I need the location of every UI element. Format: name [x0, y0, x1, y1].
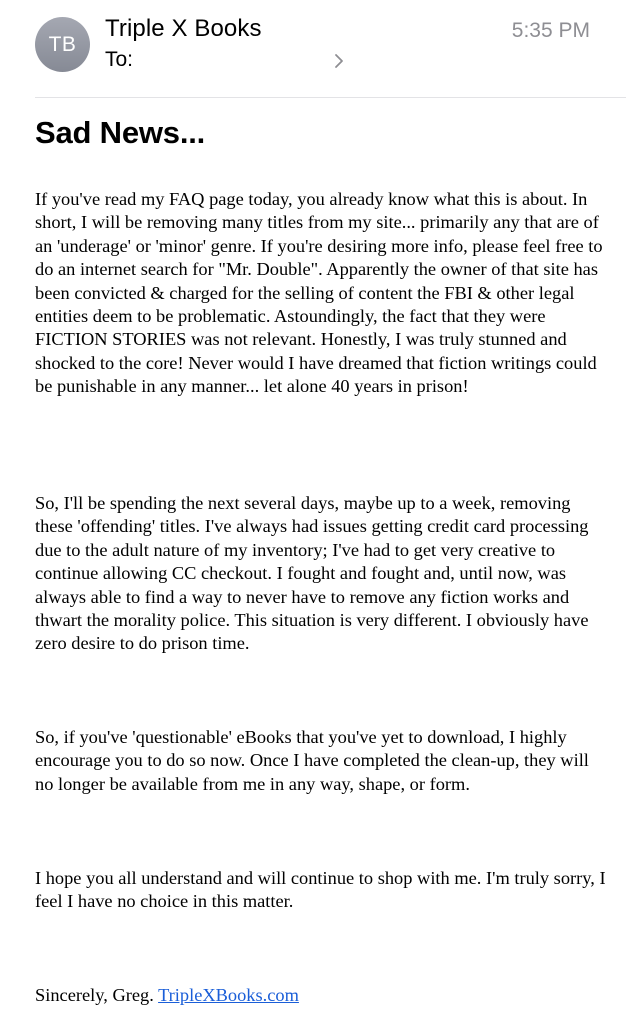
body-paragraph: So, I'll be spending the next several days, maybe up to a week, removing these 'offending' titles. I've always had issues getting credit card processing due to the adult nature of my inventory; I've had to get very creative to continue allowing CC checkout. I fought and fought and, until now, was always able to find a way to never have to remove any fiction works and thwart the morality police. This situation is very different. I obviously have zero desire to do prison time. — [35, 493, 589, 654]
signoff-text: Sincerely, Greg. — [35, 985, 154, 1005]
body-paragraph: If you've read my FAQ page today, you already know what this is about. In short, I will be removing many titles from my site... primarily any that are of an 'underage' or 'minor' genre. If you're desiring more info, please feel free to do an internet search for "Mr. Double". Apparently the owner of that site has been convicted & charged for the selling of content the FBI & other legal entities deem to be problematic. Astoundingly, the fact that they were FICTION STORIES was not relevant. Honestly, I was truly stunned and shocked to the core! Never would I have dreamed that fiction writings could be punishable in any manner... let alone 40 years in prison! — [35, 189, 603, 397]
sender-avatar[interactable]: TB — [35, 17, 90, 72]
received-time: 5:35 PM — [511, 19, 590, 42]
header-divider — [35, 97, 626, 98]
signoff-line — [35, 984, 607, 1007]
website-link[interactable]: TripleXBooks.com — [158, 985, 299, 1005]
recipient-row[interactable] — [105, 48, 133, 72]
email-subject: Sad News... — [35, 115, 206, 150]
chevron-right-icon[interactable] — [331, 52, 347, 70]
to-label: To: — [105, 48, 134, 71]
sender-name[interactable]: Triple X Books — [105, 15, 262, 42]
body-paragraph: I hope you all understand and will continue to shop with me. I'm truly sorry, I feel I have no choice in this matter. — [35, 868, 606, 912]
email-header — [0, 0, 626, 98]
body-paragraph: So, if you've 'questionable' eBooks that you've yet to download, I highly encourage you to do so now. Once I have completed the clean-up, they will no longer be available from me in any way, shape, or form. — [35, 727, 589, 794]
